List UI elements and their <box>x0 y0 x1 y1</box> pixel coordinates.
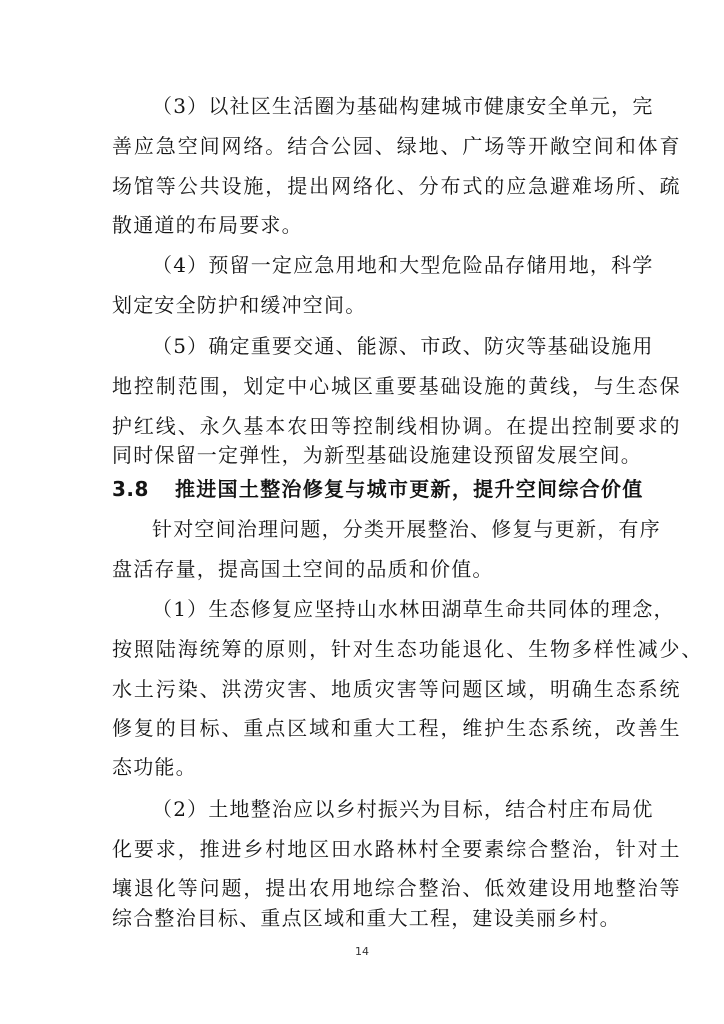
paragraph-line: 划定安全防护和缓冲空间。 <box>112 293 367 317</box>
paragraph-line: 水土污染、洪涝灾害、地质灾害等问题区域，明确生态系统 <box>112 677 682 701</box>
paragraph-line: 综合整治目标、重点区域和重大工程，建设美丽乡村。 <box>112 906 621 930</box>
page-number: 14 <box>355 945 369 958</box>
paragraph-line: 场馆等公共设施，提出网络化、分布式的应急避难场所、疏 <box>112 174 682 198</box>
paragraph-line: 盘活存量，提高国土空间的品质和价值。 <box>112 557 494 581</box>
paragraph-line: 按照陆海统筹的原则，针对生态功能退化、生物多样性减少、 <box>112 637 704 661</box>
paragraph-line: 修复的目标、重点区域和重大工程，维护生态系统，改善生 <box>112 716 682 740</box>
paragraph-line: （4）预留一定应急用地和大型危险品存储用地，科学 <box>152 253 654 277</box>
paragraph-line: 地控制范围，划定中心城区重要基础设施的黄线，与生态保 <box>112 374 682 398</box>
paragraph-line: 态功能。 <box>112 755 197 779</box>
paragraph-line: （2）土地整治应以乡村振兴为目标，结合村庄布局优 <box>152 797 654 821</box>
paragraph-line: 化要求，推进乡村地区田水路林村全要素综合整治，针对土 <box>112 837 682 861</box>
section-number: 3.8 <box>112 477 149 501</box>
paragraph-line: 壤退化等问题，提出农用地综合整治、低效建设用地整治等 <box>112 876 682 900</box>
paragraph-line: 散通道的布局要求。 <box>112 213 303 237</box>
paragraph-line: （1）生态修复应坚持山水林田湖草生命共同体的理念， <box>152 597 675 621</box>
paragraph-line: （3）以社区生活圈为基础构建城市健康安全单元，完 <box>152 94 654 118</box>
section-title: 推进国土整治修复与城市更新，提升空间综合价值 <box>174 477 644 501</box>
paragraph-line: 同时保留一定弹性，为新型基础设施建设预留发展空间。 <box>112 443 642 467</box>
paragraph-line: 针对空间治理问题，分类开展整治、修复与更新，有序 <box>152 517 661 541</box>
paragraph-line: 护红线、永久基本农田等控制线相协调。在提出控制要求的 <box>112 414 682 438</box>
section-heading <box>112 471 644 507</box>
paragraph-line: （5）确定重要交通、能源、市政、防灾等基础设施用 <box>152 334 654 358</box>
paragraph-line: 善应急空间网络。结合公园、绿地、广场等开敞空间和体育 <box>112 134 682 158</box>
